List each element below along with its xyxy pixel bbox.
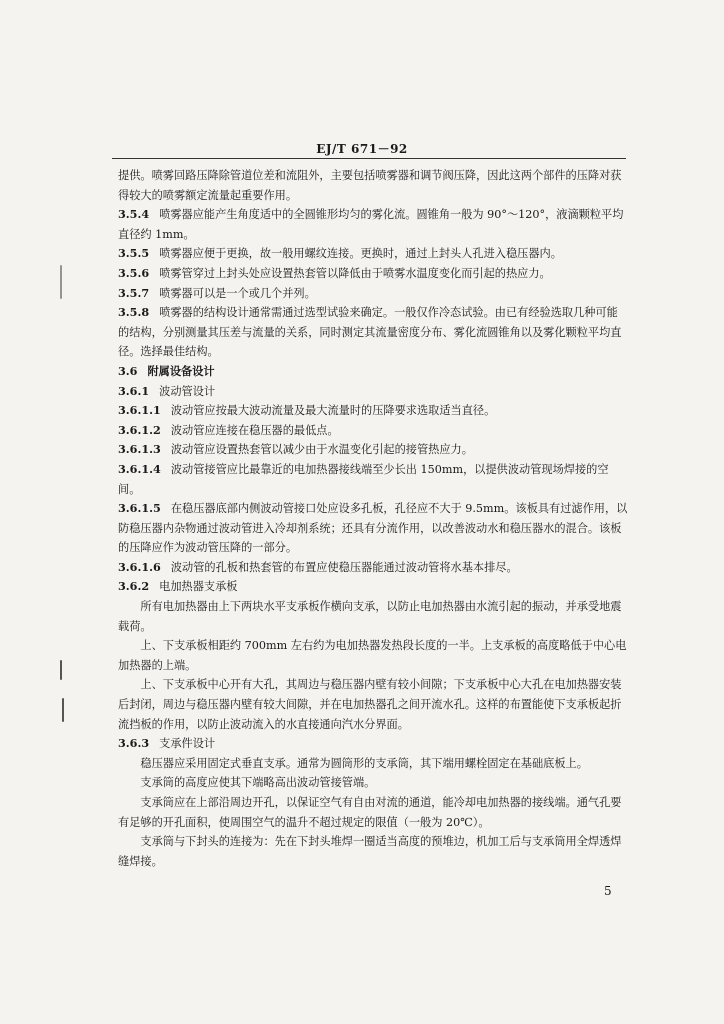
paragraph: 上、下支承板中心开有大孔，其周边与稳压器内壁有较小间隙；下支承板中心大孔在电加热器安装后封闭，周边与稳压器内壁有较大间隙，并在电加热器孔之间开流水孔。这样的布置能使下支承板起折流挡板的作用，以防止波动流入的水直接通向汽水分界面。: [118, 678, 622, 731]
scan-mark: [60, 265, 62, 299]
clause-3-6-1-1: 3.6.1.1 波动管应按最大波动流量及最大流量时的压降要求选取适当直径。: [118, 403, 496, 418]
clause-number: 3.6.1.3: [118, 442, 161, 457]
subsection-heading-3-6-3: 3.6.3 支承件设计: [118, 736, 216, 751]
paragraph: 所有电加热器由上下两块水平支承板作横向支承，以防止电加热器由水流引起的振动，并承受地震载荷。: [118, 600, 622, 633]
clause-number: 3.6.1.4: [118, 461, 161, 476]
clause-3-5-4: 3.5.4 喷雾器应能产生角度适中的全圆锥形均匀的雾化流。圆锥角一般为 90°～120°，液滴颗粒平均直径约 1mm。: [118, 207, 624, 241]
clause-number: 3.6.1.2: [118, 422, 161, 437]
section-number: 3.6.3: [118, 736, 150, 751]
header-rule: [112, 158, 626, 159]
paragraph: 上、下支承板相距约 700mm 左右约为电加热器发热段长度的一半。上支承板的高度略低于中心电加热器的上端。: [118, 639, 627, 672]
scan-mark: [62, 698, 64, 722]
section-number: 3.6: [118, 363, 138, 378]
clause-3-5-6: 3.5.6 喷雾管穿过上封头处应设置热套管以降低由于喷雾水温度变化而引起的热应力。: [118, 265, 551, 280]
paragraph: 支承筒应在上部沿周边开孔，以保证空气有自由对流的通道，能冷却电加热器的接线端。通气孔要有足够的开孔面积，使周围空气的温升不超过规定的限值（一般为 20℃）。: [118, 796, 622, 829]
clause-3-5-8: 3.5.8 喷雾器的结构设计通常需通过选型试验来确定。一般仅作冷态试验。由已有经验选取几种可能的结构，分别测量其压差与流量的关系，同时测定其流量密度分布、雾化流圆锥角以及雾化颗粒平均直径。选择最佳结构。: [118, 305, 622, 359]
clause-number: 3.5.6: [118, 265, 150, 280]
clause-3-6-1-5: 3.6.1.5 在稳压器底部内侧波动管接口处应设多孔板，孔径应不大于 9.5mm。该板具有过滤作用，以防稳压器内杂物通过波动管进入冷却剂系统；还具有分流作用，以改善波动水和稳压器水的混合。该板的压降应作为波动管压降的一部分。: [118, 501, 628, 555]
section-number: 3.6.2: [118, 579, 150, 594]
clause-3-5-5: 3.5.5 喷雾器应便于更换，故一般用螺纹连接。更换时，通过上封头人孔进入稳压器内。: [118, 246, 562, 261]
clause-number: 3.5.4: [118, 207, 150, 222]
paragraph: 稳压器应采用固定式垂直支承。通常为圆筒形的支承筒，其下端用螺栓固定在基础底板上。: [140, 756, 588, 770]
clause-3-6-1-6: 3.6.1.6 波动管的孔板和热套管的布置应使稳压器能通过波动管将水基本排尽。: [118, 559, 518, 574]
subsection-heading-3-6-2: 3.6.2 电加热器支承板: [118, 579, 238, 594]
paragraph: 支承筒与下封头的连接为：先在下封头堆焊一圈适当高度的预堆边，机加工后与支承筒用全焊透焊缝焊接。: [118, 835, 622, 868]
clause-number: 3.5.7: [118, 285, 150, 300]
clause-3-6-1-3: 3.6.1.3 波动管应设置热套管以减少由于水温变化引起的接管热应力。: [118, 442, 473, 457]
clause-3-5-7: 3.5.7 喷雾器可以是一个或几个并列。: [118, 285, 316, 300]
clause-3-6-1-2: 3.6.1.2 波动管应连接在稳压器的最低点。: [118, 422, 339, 437]
clause-number: 3.6.1.1: [118, 403, 161, 418]
section-number: 3.6.1: [118, 383, 150, 398]
page-number: 5: [604, 884, 612, 898]
paragraph: 支承筒的高度应使其下端略高出波动管接管端。: [140, 776, 376, 790]
clause-3-6-1-4: 3.6.1.4 波动管接管应比最靠近的电加热器接线端至少长出 150mm，以提供波动管现场焊接的空间。: [118, 461, 609, 496]
document-body: [118, 166, 628, 871]
paragraph: 提供。喷雾回路压降除管道位差和流阻外，主要包括喷雾器和调节阀压降，因此这两个部件的压降对获得较大的喷雾额定流量起重要作用。: [118, 169, 622, 202]
clause-number: 3.6.1.5: [118, 501, 161, 516]
scan-mark: [60, 660, 62, 680]
clause-number: 3.6.1.6: [118, 559, 161, 574]
section-heading-3-6: 3.6 附属设备设计: [118, 363, 215, 378]
page-header: EJ/T 671－92: [316, 142, 408, 156]
clause-number: 3.5.5: [118, 246, 150, 261]
subsection-heading-3-6-1: 3.6.1 波动管设计: [118, 383, 216, 398]
clause-number: 3.5.8: [118, 305, 150, 320]
